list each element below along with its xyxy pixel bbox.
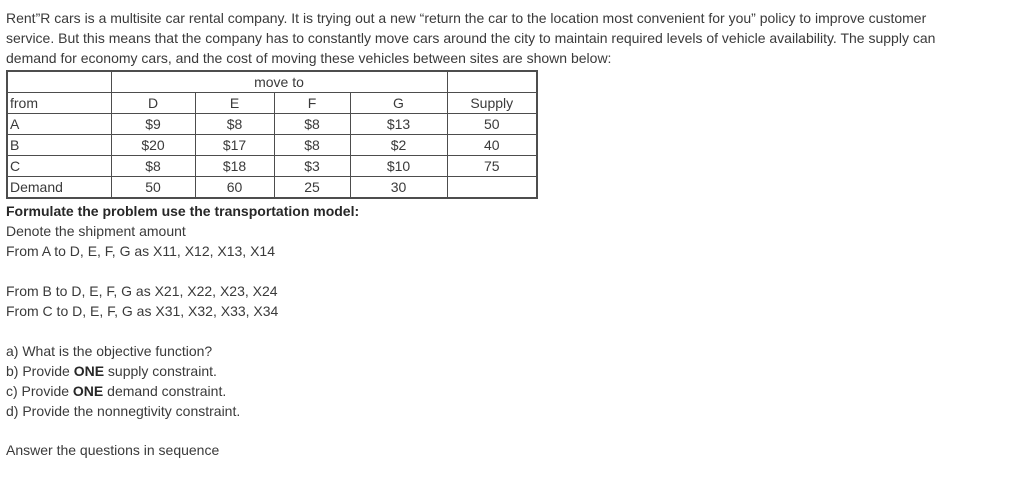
question-b <box>6 361 1024 381</box>
supply-cell: 75 <box>447 156 537 177</box>
cost-cell: $8 <box>111 156 195 177</box>
cost-cell: $18 <box>195 156 274 177</box>
question-emphasis: ONE <box>73 363 105 379</box>
intro-line-1: Rent”R cars is a multisite car rental company. It is trying out a new “return the car to the location most convenient for you” policy to improve customer <box>6 10 927 26</box>
table-row-move-to <box>7 71 537 93</box>
intro-line-3: demand for economy cars, and the cost of moving these vehicles between sites are shown below: <box>6 50 612 66</box>
demand-cell: 60 <box>195 177 274 199</box>
intro-paragraph <box>6 8 1024 68</box>
demand-cell: 30 <box>350 177 447 199</box>
table-row-a <box>7 114 537 135</box>
cost-cell: $8 <box>274 135 350 156</box>
cost-table <box>6 70 538 199</box>
denote-line: Denote the shipment amount <box>6 223 186 239</box>
intro-line-2: service. But this means that the company has to constantly move cars around the city to maintain required levels of vehicle availability. The supply can <box>6 30 936 46</box>
cost-cell: $9 <box>111 114 195 135</box>
question-text: demand constraint. <box>103 383 227 399</box>
cost-cell: $8 <box>195 114 274 135</box>
header-cell-f: F <box>274 93 350 114</box>
question-text: a) What is the objective function? <box>6 343 213 359</box>
question-text: d) Provide the nonnegtivity constraint. <box>6 403 241 419</box>
table-row-c <box>7 156 537 177</box>
row-label-cell: C <box>7 156 111 177</box>
corner-cell-top-right <box>447 71 537 93</box>
question-text: c) Provide <box>6 383 73 399</box>
demand-cell: 25 <box>274 177 350 199</box>
move-to-header: move to <box>111 71 447 93</box>
demand-cell: 50 <box>111 177 195 199</box>
table-row-demand <box>7 177 537 199</box>
question-text: b) Provide <box>6 363 74 379</box>
formulation-heading: Formulate the problem use the transportation model: <box>6 203 360 219</box>
closing-line: Answer the questions in sequence <box>6 442 220 458</box>
cost-cell: $10 <box>350 156 447 177</box>
table-row-b <box>7 135 537 156</box>
cost-cell: $2 <box>350 135 447 156</box>
corner-cell-top-left <box>7 71 111 93</box>
header-cell-d: D <box>111 93 195 114</box>
question-c <box>6 381 1024 401</box>
shipment-line-a: From A to D, E, F, G as X11, X12, X13, X14 <box>6 243 275 259</box>
empty-supply-cell <box>447 177 537 199</box>
row-label-cell: Demand <box>7 177 111 199</box>
header-cell-e: E <box>195 93 274 114</box>
cost-cell: $3 <box>274 156 350 177</box>
cost-cell: $20 <box>111 135 195 156</box>
cost-cell: $17 <box>195 135 274 156</box>
question-text: supply constraint. <box>104 363 217 379</box>
questions-block <box>6 341 1024 421</box>
shipment-line-c: From C to D, E, F, G as X31, X32, X33, X34 <box>6 303 279 319</box>
shipment-line-b: From B to D, E, F, G as X21, X22, X23, X24 <box>6 283 278 299</box>
question-d <box>6 401 1024 421</box>
formulation-block <box>6 201 1024 321</box>
table-header-row <box>7 93 537 114</box>
supply-cell: 40 <box>447 135 537 156</box>
header-cell-supply: Supply <box>447 93 537 114</box>
cost-cell: $13 <box>350 114 447 135</box>
header-cell-g: G <box>350 93 447 114</box>
supply-cell: 50 <box>447 114 537 135</box>
row-label-cell: B <box>7 135 111 156</box>
row-label-cell: A <box>7 114 111 135</box>
question-emphasis: ONE <box>72 383 104 399</box>
header-cell-from: from <box>7 93 111 114</box>
question-a <box>6 341 1024 361</box>
cost-cell: $8 <box>274 114 350 135</box>
